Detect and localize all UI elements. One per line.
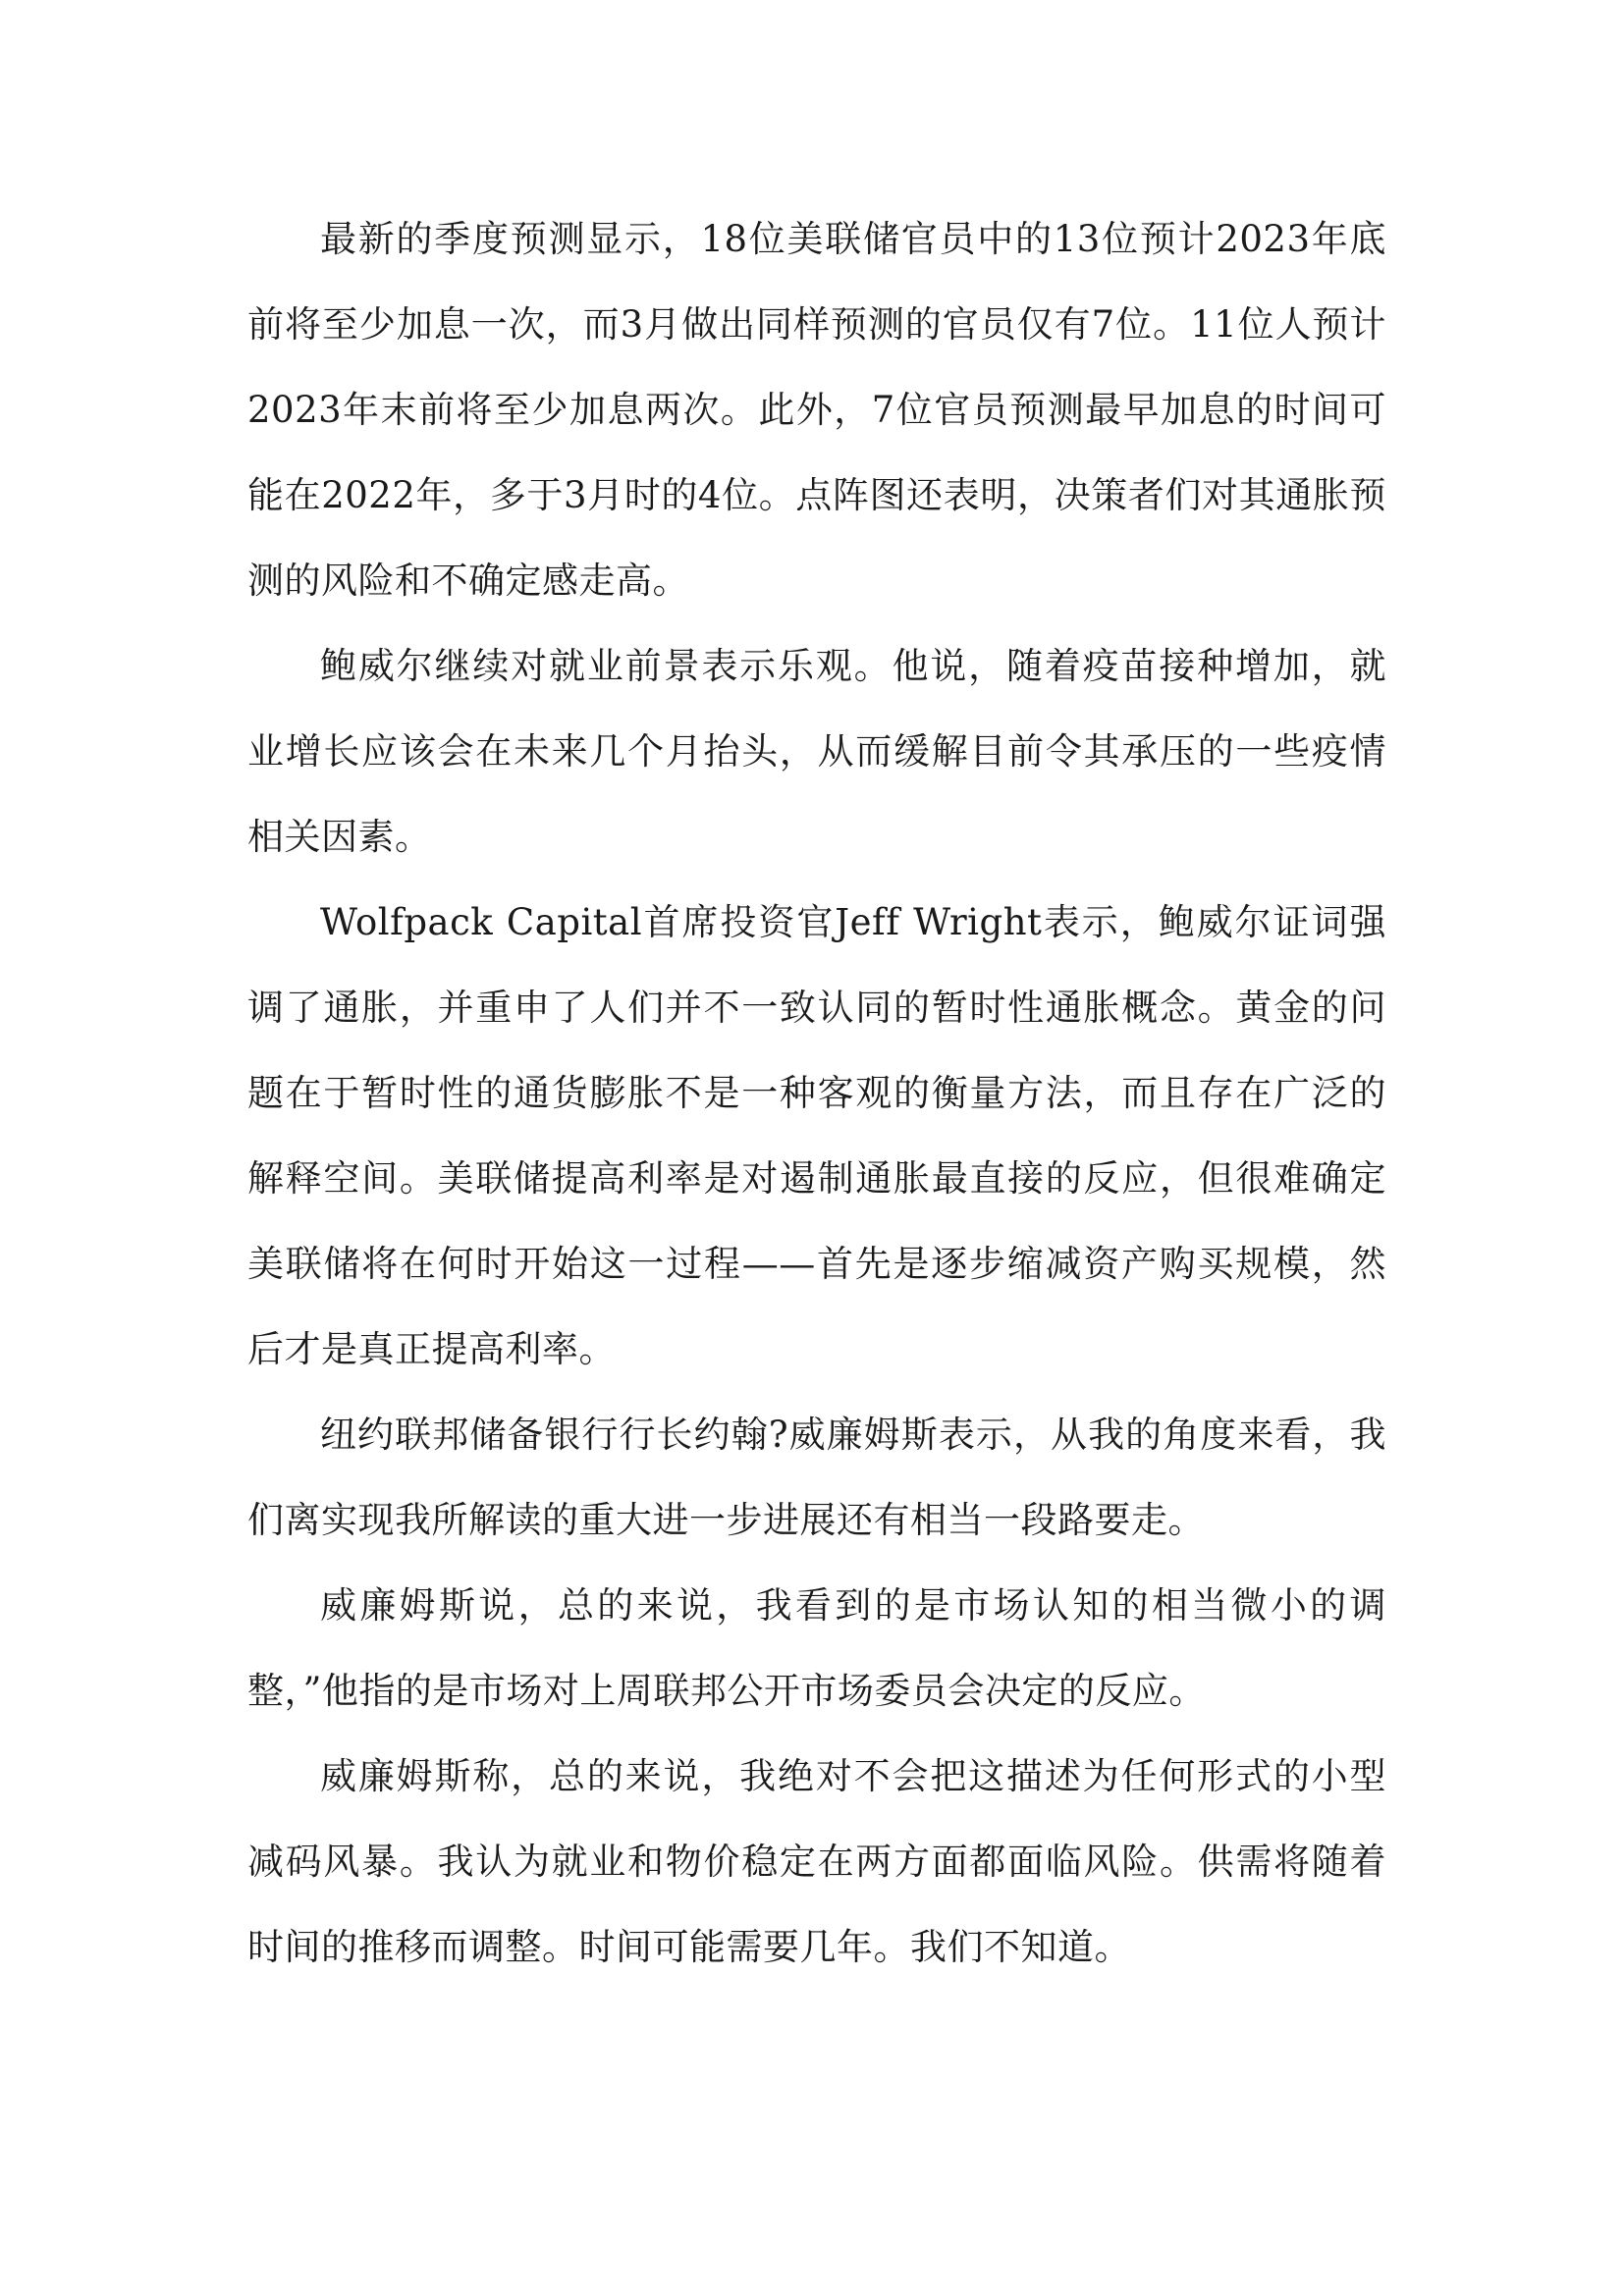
- paragraph-4: 纽约联邦储备银行行长约翰?威廉姆斯表示，从我的角度来看，我们离实现我所解读的重大进一步进展还有相当一段路要走。: [247, 1414, 1386, 1541]
- paragraph-1: 最新的季度预测显示，18位美联储官员中的13位预计2023年底前将至少加息一次，而3月做出同样预测的官员仅有7位。11位人预计2023年末前将至少加息两次。此外，7位官员预测最早加息的时间可能在2022年，多于3月时的4位。点阵图还表明，决策者们对其通胀预测的风险和不确定感走高。: [247, 218, 1386, 602]
- paragraph-5: 威廉姆斯说，总的来说，我看到的是市场认知的相当微小的调整，”他指的是市场对上周联邦公开市场委员会决定的反应。: [247, 1584, 1386, 1712]
- paragraph-2: 鲍威尔继续对就业前景表示乐观。他说，随着疫苗接种增加，就业增长应该会在未来几个月抬头，从而缓解目前令其承压的一些疫情相关因素。: [247, 645, 1386, 858]
- document-body: [247, 196, 1386, 1990]
- paragraph-6: 威廉姆斯称，总的来说，我绝对不会把这描述为任何形式的小型减码风暴。我认为就业和物价稳定在两方面都面临风险。供需将随着时间的推移而调整。时间可能需要几年。我们不知道。: [247, 1755, 1386, 1968]
- paragraph-3: Wolfpack Capital首席投资官Jeff Wright表示，鲍威尔证词强调了通胀，并重申了人们并不一致认同的暂时性通胀概念。黄金的问题在于暂时性的通货膨胀不是一种客观的衡量方法，而且存在广泛的解释空间。美联储提高利率是对遏制通胀最直接的反应，但很难确定美联储将在何时开始这一过程——首先是逐步缩减资产购买规模，然后才是真正提高利率。: [247, 901, 1386, 1370]
